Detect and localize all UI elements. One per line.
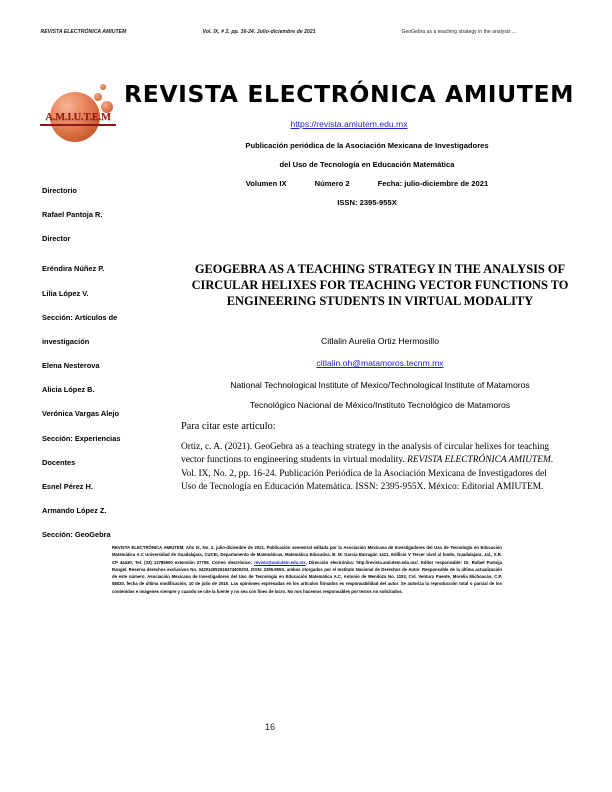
directory-item-erendira-nunez: Eréndira Núñez P. xyxy=(42,264,105,274)
directory-section-geogebra: Sección: GeoGebra xyxy=(42,530,111,540)
citation-label: Para citar este artículo: xyxy=(181,421,276,432)
directory-sidebar xyxy=(42,186,160,554)
legal-notice xyxy=(112,544,502,595)
citation-journal-italic: REVISTA ELECTRÓNICA AMIUTEM xyxy=(407,455,551,466)
directory-item-esnel-perez: Esnel Pérez H. xyxy=(42,481,93,491)
legal-part-2: , Dirección electrónica: http://revista.amiutem.edu.mx/. Editor responsable: Dr. Rafael Pantoja Rangel. Reserva derechos exclusivos No. 042014052618474400203, ISSN: 2395.955X, ambos otorgados por el Instituto Nacional de Derechos de Autor. Responsable de la última actualización de este número, Asociación Mexicana de Investigadores del Uso de Tecnología en Educación Matemática A.C, Antonio de Mendoza No. 1153, Col. Ventura Puente, Morelia Michoacán, C.P. 58020, fecha de última modificación, 10 de julio de 2016. Las opiniones expresadas en los artículos firmados es responsabilidad del autor. Se autoriza la reproducción total o parcial de los contenidos e imágenes siempre y cuando se cite la fuente y no sea con fines de lucro. No nos hacemos responsables por textos no solicitados. xyxy=(112,559,502,594)
directory-section-articulos-line1: Sección: Artículos de xyxy=(42,312,118,322)
directory-item-armando-lopez: Armando López Z. xyxy=(42,506,107,516)
citation-part-2: . Vol. IX, No. 2, pp. 16-24. Publicación Periódica de la Asociación Mexicana de Investigadores del Uso de Tecnología en Educación Matemática. ISSN: 2395-955X. México: Editorial AMIUTEM. xyxy=(181,455,554,493)
directory-section-articulos-line2: investigación xyxy=(42,336,90,346)
directory-section-experiencias-line1: Sección: Experiencias xyxy=(42,433,121,443)
page-number: 16 xyxy=(264,722,275,732)
article-author: Citlalin Aurelia Ortiz Hermosillo xyxy=(321,336,439,346)
date-label: Fecha: julio-diciembre de 2021 xyxy=(377,179,489,188)
article-title: GEOGEBRA AS A TEACHING STRATEGY IN THE ANALYSIS OF CIRCULAR HELIXES FOR TEACHING VECTOR FUNCTIONS TO ENGINEERING STUDENTS IN VIRTUAL MODALITY xyxy=(191,262,569,308)
journal-title: REVISTA ELECTRÓNICA AMIUTEM xyxy=(124,80,575,108)
number-label: Número 2 xyxy=(314,179,350,188)
journal-url-link[interactable]: https://revista.amiutem.edu.mx xyxy=(290,119,408,129)
volume-row xyxy=(160,179,574,188)
directory-item-veronica-vargas: Verónica Vargas Alejo xyxy=(42,409,119,419)
running-head-article: GeoGebra as a teaching strategy in the analysis ... xyxy=(401,29,517,35)
logo-bubble-medium-icon xyxy=(94,93,102,101)
running-head-journal: REVISTA ELECTRÓNICA AMIUTEM xyxy=(40,29,127,35)
logo-wordmark: A.M.I.U.T.E.M xyxy=(45,112,111,123)
affiliation-spanish: Tecnológico Nacional de México/Instituto Tecnológico de Matamoros xyxy=(249,400,511,410)
citation-text xyxy=(181,441,563,494)
logo-underline xyxy=(40,124,116,126)
directory-item-alicia-lopez: Alicia López B. xyxy=(42,385,95,395)
directory-item-rafael-pantoja: Rafael Pantoja R. xyxy=(42,210,103,220)
directory-item-director: Director xyxy=(42,234,71,244)
directory-item-elena-nesterova: Elena Nesterova xyxy=(42,361,100,371)
masthead xyxy=(38,80,574,150)
volume-label: Volumen IX xyxy=(245,179,287,188)
legal-email-link[interactable]: revista@amiutem.edu.mx xyxy=(254,559,306,565)
running-head-volume: Vol. IX, # 2, pp. 16-24. Julio-diciembre de 2021 xyxy=(202,29,316,35)
author-email-link[interactable]: citlalin.oh@matamoros.tecnm.mx xyxy=(316,358,444,368)
affiliation-english: National Technological Institute of Mexico/Technological Institute of Matamoros xyxy=(230,380,530,390)
journal-subheader xyxy=(160,141,574,207)
publisher-line-1: Publicación periódica de la Asociación Mexicana de Investigadores xyxy=(245,141,489,150)
amiutem-logo-icon xyxy=(38,82,124,144)
directory-section-experiencias-line2: Docentes xyxy=(42,457,76,467)
issn-label: ISSN: 2395-955X xyxy=(337,198,397,207)
legal-part-1: REVISTA ELECTRÓNICA AMIUTEM, Año IX, No. 2, julio-diciembre de 2021, Publicación semestral editada por la Asociación Mexicana de Investigadores del Uso de Tecnología en Educación Matemática A.C Universidad de Guadalajara, CUCEI, Departamento de Matemáticas, Matemática Educativa. B. M. García Barragán 1421, Edificio V Tercer nivel al fondo, Guadalajara, Jal., S.R. CP 44430, Tel. (33) 13785900 extensión 27759. Correo electrónico: xyxy=(112,545,502,565)
running-head xyxy=(0,29,612,35)
directory-item-lilia-lopez: Lilia López V. xyxy=(42,288,89,298)
citation-part-1: Ortiz, c. A. (2021). GeoGebra as a teaching strategy in the analysis of circular helixes for teaching vector functions to engineering students in virtual modality. xyxy=(181,442,550,466)
logo-bubble-small-icon xyxy=(100,84,106,90)
publisher-line-2: del Uso de Tecnología en Educación Matemática xyxy=(279,160,455,169)
directory-heading: Directorio xyxy=(42,186,77,195)
